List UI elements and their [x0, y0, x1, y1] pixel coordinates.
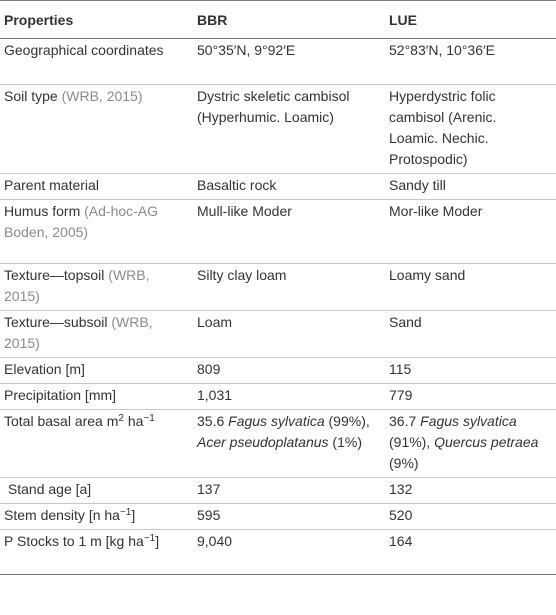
property-label: P Stocks to 1 m [kg ha [4, 533, 144, 549]
table-row [0, 200, 556, 264]
lue-cell: 132 [389, 478, 556, 504]
bbr-cell: 809 [197, 358, 389, 384]
bbr-cell: Basaltic rock [197, 174, 389, 200]
superscript: 2 [118, 413, 124, 424]
lue-cell: 520 [389, 504, 556, 530]
lue-cell: Hyperdystric folic cambisol (Arenic. Loamic. Nechic. Protospodic) [389, 85, 556, 174]
bbr-cell: Mull-like Moder [197, 200, 389, 264]
bbr-cell: 595 [197, 504, 389, 530]
superscript: −1 [143, 413, 155, 424]
value-text: (1%) [328, 434, 362, 450]
bbr-cell: Loam [197, 311, 389, 358]
property-label-unit: ha [123, 413, 144, 429]
table-row [0, 384, 556, 410]
bbr-cell [197, 410, 389, 478]
bbr-cell: 9,040 [197, 530, 389, 575]
table-row [0, 85, 556, 174]
citation-link[interactable]: (WRB, 2015) [4, 314, 153, 351]
bbr-cell: 137 [197, 478, 389, 504]
lue-cell: 164 [389, 530, 556, 575]
property-label-end: ] [155, 533, 160, 549]
value-text: 35.6 [197, 413, 229, 429]
property-label: Stem density [n ha [4, 507, 120, 523]
lue-cell: Sandy till [389, 174, 556, 200]
table-row [0, 311, 556, 358]
species-name: Acer pseudoplatanus [197, 434, 329, 450]
header-row [0, 1, 556, 39]
value-text: (99%), [324, 413, 370, 429]
table-row [0, 410, 556, 478]
header-lue: LUE [389, 1, 556, 39]
table-row [0, 478, 556, 504]
value-text: 36.7 [389, 413, 421, 429]
property-cell [0, 358, 197, 384]
citation-link[interactable]: (WRB, 2015) [61, 88, 143, 104]
property-label: Total basal area m [4, 413, 119, 429]
property-label: Soil type [4, 88, 58, 104]
property-cell [0, 504, 197, 530]
table-row [0, 358, 556, 384]
property-cell [0, 200, 197, 264]
property-cell [0, 174, 197, 200]
property-label: Precipitation [mm] [4, 387, 117, 403]
table-row [0, 39, 556, 85]
property-label: Humus form [4, 203, 81, 219]
property-label: Elevation [m] [4, 361, 85, 377]
property-label: Stand age [a] [4, 481, 92, 497]
property-cell [0, 85, 197, 174]
property-label-end: ] [131, 507, 136, 523]
property-cell [0, 478, 197, 504]
citation-link[interactable]: (Ad-hoc-AG Boden, 2005) [4, 203, 159, 240]
property-cell [0, 39, 197, 85]
lue-cell: 52°83′N, 10°36′E [389, 39, 556, 85]
lue-cell: Mor-like Moder [389, 200, 556, 264]
lue-cell: 115 [389, 358, 556, 384]
header-properties: Properties [0, 1, 197, 39]
table-row [0, 174, 556, 200]
property-cell [0, 384, 197, 410]
property-label: Texture—subsoil [4, 314, 108, 330]
bbr-cell: Silty clay loam [197, 264, 389, 311]
property-cell [0, 410, 197, 478]
bbr-cell: 50°35′N, 9°92′E [197, 39, 389, 85]
header-bbr: BBR [197, 1, 389, 39]
bbr-cell: 1,031 [197, 384, 389, 410]
superscript: −1 [119, 507, 132, 518]
table-row [0, 530, 556, 575]
property-label: Parent material [4, 177, 99, 193]
table-row [0, 264, 556, 311]
property-label: Texture—topsoil [4, 267, 105, 283]
value-text: (9%) [389, 455, 419, 471]
property-cell [0, 264, 197, 311]
lue-cell: Sand [389, 311, 556, 358]
lue-cell [389, 410, 556, 478]
property-cell [0, 530, 197, 575]
species-name: Quercus petraea [434, 434, 539, 450]
lue-cell: Loamy sand [389, 264, 556, 311]
property-label: Geographical coordinates [4, 42, 164, 58]
lue-cell: 779 [389, 384, 556, 410]
superscript: −1 [143, 533, 156, 544]
property-cell [0, 311, 197, 358]
species-name: Fagus sylvatica [228, 413, 325, 429]
citation-link[interactable]: (WRB, 2015) [4, 267, 150, 304]
species-name: Fagus sylvatica [420, 413, 517, 429]
table-row [0, 504, 556, 530]
bbr-cell: Dystric skeletic cambisol (Hyperhumic. Loamic) [197, 85, 389, 174]
value-text: (91%), [389, 434, 435, 450]
